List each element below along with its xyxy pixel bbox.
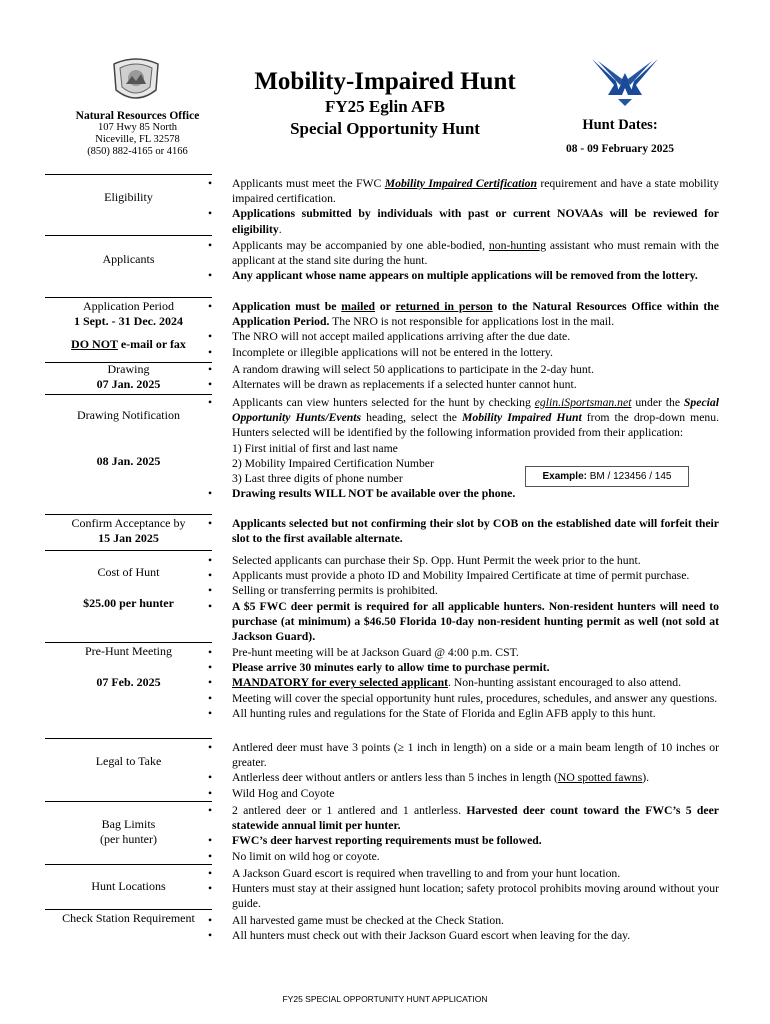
drawing-list: [207, 362, 719, 392]
divider: [45, 864, 212, 865]
certification-link[interactable]: Mobility Impaired Certification: [384, 177, 537, 190]
divider: [45, 738, 212, 739]
list-item: • Applicants selected but not confirming their slot by COB on the established date will forfeit their slot to the first available alternate.: [207, 516, 719, 546]
pre-hunt-date: 07 Feb. 2025: [96, 675, 161, 689]
do-not-rest: e-mail or fax: [117, 337, 186, 351]
drawing-date: 07 Jan. 2025: [96, 377, 161, 391]
list-item: • Any applicant whose name appears on multiple applications will be removed from the lottery.: [207, 268, 719, 283]
divider: [45, 297, 212, 298]
divider: [45, 514, 212, 515]
label-legal-to-take: Legal to Take: [95, 754, 162, 768]
list-item: 1) First initial of first and last name: [232, 441, 398, 455]
label-pre-hunt-meeting: Pre-Hunt Meeting: [85, 644, 172, 658]
subtitle-special-hunt: Special Opportunity Hunt: [290, 119, 480, 138]
footer: FY25 SPECIAL OPPORTUNITY HUNT APPLICATION: [282, 994, 488, 1004]
list-item: • Applicants must provide a photo ID and Mobility Impaired Certificate at time of permit purchase.: [207, 568, 719, 583]
legal-list: [207, 740, 719, 801]
list-item: • All hunting rules and regulations for the State of Florida and Eglin AFB apply to this hunt.: [207, 706, 719, 721]
locations-list: [207, 866, 719, 912]
divider: [45, 909, 212, 910]
list-item: • The NRO will not accept mailed applications arriving after the due date.: [207, 329, 719, 344]
divider: [45, 174, 212, 175]
list-item: • Wild Hog and Coyote: [207, 786, 719, 801]
isportsman-link[interactable]: eglin.iSportsman.net: [534, 396, 632, 409]
confirm-date: 15 Jan 2025: [98, 531, 159, 545]
cost-list: [207, 553, 719, 644]
applicants-list: [207, 238, 719, 284]
list-item: • Applicants may be accompanied by one able-bodied, non-hunting assistant who must remain with the applicant at the stand site during the hunt.: [207, 238, 719, 268]
subtitle-eglin: FY25 Eglin AFB: [325, 97, 445, 116]
list-item: • Drawing results WILL NOT be available over the phone.: [207, 486, 719, 501]
prehunt-list: [207, 645, 719, 721]
list-item: • Hunters must stay at their assigned hunt location; safety protocol prohibits moving around without your guide.: [207, 881, 719, 911]
list-item: • A random drawing will select 50 applications to participate in the 2-day hunt.: [207, 362, 719, 377]
office-address-2: Niceville, FL 32578: [95, 134, 180, 145]
office-name: Natural Resources Office: [75, 110, 200, 122]
label-bag-limits: Bag Limits: [101, 817, 156, 831]
label-application-period: Application Period: [83, 299, 174, 313]
application-period-dates: 1 Sept. - 31 Dec. 2024: [74, 314, 183, 328]
bag-list: [207, 803, 719, 864]
list-item: • A $5 FWC deer permit is required for all applicable hunters. Non-resident hunters will need to purchase (at minimum) a $46.50 Florida 10-day non-resident hunting permit as well (not sold at Jackson Guard).: [207, 599, 719, 645]
list-item: • No limit on wild hog or coyote.: [207, 849, 719, 864]
confirm-list: [207, 516, 719, 546]
example-box: [525, 466, 689, 487]
list-item: 2) Mobility Impaired Certification Number: [232, 456, 434, 470]
label-drawing-notification: Drawing Notification: [77, 408, 180, 422]
list-item: • Selling or transferring permits is prohibited.: [207, 583, 719, 598]
divider: [45, 394, 212, 395]
list-item: • FWC’s deer harvest reporting requirements must be followed.: [207, 833, 719, 848]
office-block: [55, 110, 220, 158]
list-item: • Please arrive 30 minutes early to allow time to purchase permit.: [207, 660, 719, 675]
label-check-station: Check Station Requirement: [62, 911, 195, 925]
list-item: • Antlered deer must have 3 points (≥ 1 inch in length) on a side or a main beam length of 10 inches or greater.: [207, 740, 719, 770]
list-item: • All harvested game must be checked at the Check Station.: [207, 913, 719, 928]
notification-date: 08 Jan. 2025: [96, 454, 161, 468]
divider: [45, 642, 212, 643]
hunt-price: $25.00 per hunter: [83, 596, 174, 610]
list-item: • Selected applicants can purchase their Sp. Opp. Hunt Permit the week prior to the hunt.: [207, 553, 719, 568]
divider: [45, 801, 212, 802]
list-item: • Applicants can view hunters selected for the hunt by checking eglin.iSportsman.net under the Special Opportunity Hunts/Events heading, select the Mobility Impaired Hunt from the drop-down menu. Hunters selected will be identified by the following information provided from their application:: [207, 395, 719, 441]
label-cost-of-hunt: Cost of Hunt: [97, 565, 160, 579]
office-phone: (850) 882-4165 or 4166: [87, 146, 188, 157]
list-item: • Applicants must meet the FWC Mobility Impaired Certification requirement and have a state mobility impaired certification.: [207, 176, 719, 206]
eligibility-list: [207, 176, 719, 237]
check-list: [207, 913, 719, 943]
do-not-text: DO NOT: [71, 337, 118, 351]
list-item: • Alternates will be drawn as replacements if a selected hunter cannot hunt.: [207, 377, 719, 392]
divider: [45, 550, 212, 551]
label-eligibility: Eligibility: [104, 190, 153, 204]
divider: [45, 235, 212, 236]
label-confirm-acceptance: Confirm Acceptance by: [71, 516, 186, 530]
do-not-email-fax: [45, 337, 212, 352]
office-address-1: 107 Hwy 85 North: [97, 122, 178, 133]
label-applicants: Applicants: [102, 252, 155, 266]
list-item: • Incomplete or illegible applications will not be entered in the lottery.: [207, 345, 719, 360]
page-title: Mobility-Impaired Hunt: [254, 68, 516, 95]
label-per-hunter: (per hunter): [100, 832, 157, 846]
list-item: 3) Last three digits of phone number: [232, 472, 403, 486]
hunt-dates: 08 - 09 February 2025: [566, 143, 674, 155]
hunt-dates-label: Hunt Dates:: [582, 117, 658, 133]
example-value: BM / 123456 / 145: [589, 471, 672, 482]
air-force-symbol-logo: [590, 55, 660, 108]
list-item: • Meeting will cover the special opportunity hunt rules, procedures, schedules, and answer any questions.: [207, 691, 719, 706]
list-item: • Application must be mailed or returned in person to the Natural Resources Office within the Application Period. The NRO is not responsible for applications lost in the mail.: [207, 299, 719, 329]
label-hunt-locations: Hunt Locations: [91, 879, 166, 893]
list-item: • All hunters must check out with their Jackson Guard escort when leaving for the day.: [207, 928, 719, 943]
list-item: • 2 antlered deer or 1 antlered and 1 antlerless. Harvested deer count toward the FWC’s 5 deer statewide annual limit per hunter.: [207, 803, 719, 833]
example-label: Example:: [542, 471, 587, 482]
application-period-list: [207, 299, 719, 360]
list-item: • Applications submitted by individuals with past or current NOVAAs will be reviewed for eligibility.: [207, 206, 719, 236]
list-item: • A Jackson Guard escort is required when travelling to and from your hunt location.: [207, 866, 719, 881]
list-item: • Antlerless deer without antlers or antlers less than 5 inches in length (NO spotted fawns).: [207, 770, 719, 785]
label-drawing: Drawing: [107, 362, 150, 376]
list-item: • Pre-hunt meeting will be at Jackson Guard @ 4:00 p.m. CST.: [207, 645, 719, 660]
natural-resources-seal-logo: [108, 54, 164, 106]
list-item: • MANDATORY for every selected applicant. Non-hunting assistant encouraged to also attend.: [207, 675, 719, 690]
